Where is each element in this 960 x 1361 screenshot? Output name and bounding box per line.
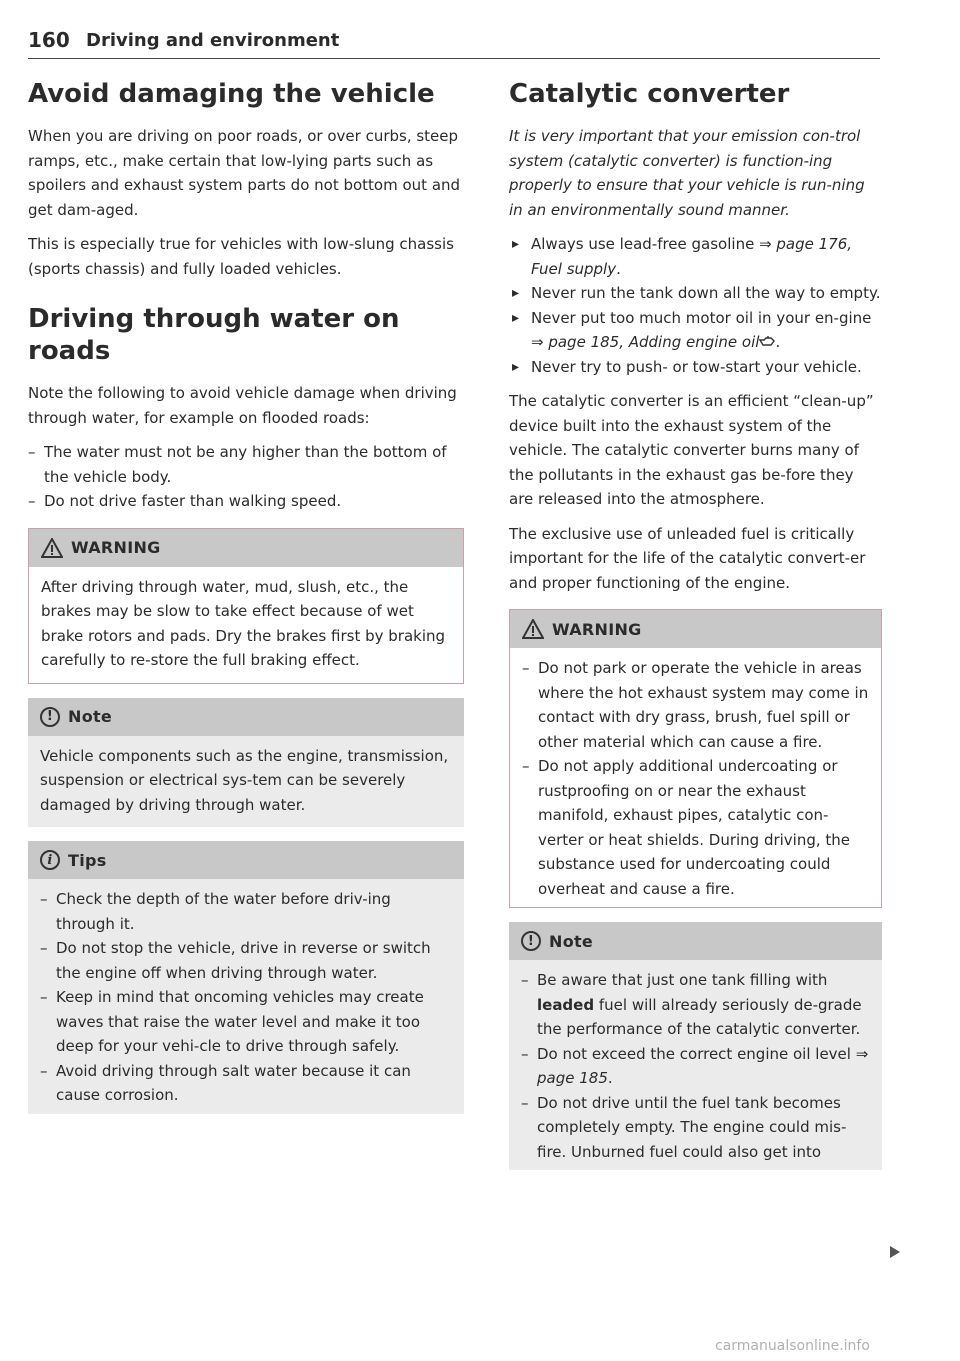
heading-catalytic-converter: Catalytic converter — [509, 79, 790, 109]
watermark: carmanualsonline.info — [715, 1338, 870, 1354]
list-item: ▸ Never run the tank down all the way to empty. — [509, 281, 882, 306]
note-header — [509, 922, 882, 960]
list-item: – Do not apply additional undercoating or rustproofing on or near the exhaust manifold, exhaust pipes, catalytic con-verter or heat shields. During driving, the substance used for undercoating could overheat and cause a fire. — [522, 754, 869, 901]
warning-box — [28, 528, 464, 684]
page-reference-link[interactable]: ⇒ page 176, Fuel supply — [531, 235, 853, 278]
exclamation-circle-icon: ! — [40, 707, 60, 727]
info-circle-icon: i — [40, 850, 60, 870]
paragraph: The exclusive use of unleaded fuel is critically important for the life of the catalytic convert-er and proper functioning of the engine. — [509, 524, 866, 592]
page-header — [28, 24, 880, 59]
tips-box — [28, 841, 464, 1114]
page-reference-link[interactable]: ⇒ page 185 — [537, 1044, 869, 1087]
warning-label: WARNING — [71, 538, 161, 557]
list-item: – Avoid driving through salt water because it can cause corrosion. — [40, 1059, 452, 1108]
note-text: Vehicle components such as the engine, transmission, suspension or electrical sys-tem can be severely damaged by driving through water. — [40, 746, 449, 814]
left-column — [28, 78, 464, 1128]
list-item: – The water must not be any higher than the bottom of the vehicle body. — [28, 440, 464, 489]
warning-label: WARNING — [552, 619, 642, 639]
paragraph: This is especially true for vehicles with low-slung chassis (sports chassis) and fully loaded vehicles. — [28, 235, 454, 278]
intro-paragraph: It is very important that your emission con-trol system (catalytic converter) is function-ing properly to ensure that your vehicle is run-ning in an environmentally sound manner. — [509, 127, 865, 219]
heading-driving-through-water: Driving through water on roads — [28, 304, 400, 366]
page-number: 160 — [28, 28, 70, 52]
note-list — [521, 968, 870, 1164]
catalytic-list — [509, 232, 882, 379]
warning-box — [509, 609, 882, 908]
note-box — [28, 698, 464, 828]
warning-header — [510, 610, 881, 648]
oil-can-icon — [759, 333, 775, 351]
list-item: – Do not stop the vehicle, drive in reverse or switch the engine off when driving through water. — [40, 936, 452, 985]
section-title: Driving and environment — [86, 30, 340, 51]
paragraph: The catalytic converter is an efficient “clean-up” device built into the exhaust system of the vehicle. The catalytic converter burns many of the pollutants in the exhaust gas be-fore they are released into the atmosphere. — [509, 392, 874, 508]
list-item: ▸ Never put too much motor oil in your en-gine ⇒ page 185, Adding engine oil . — [509, 306, 882, 355]
heading-avoid-damage: Avoid damaging the vehicle — [28, 79, 435, 109]
exclamation-circle-icon: ! — [521, 931, 541, 951]
list-item: – Keep in mind that oncoming vehicles may create waves that raise the water level and make it too deep for your vehi-cle to drive through safely. — [40, 985, 452, 1059]
note-label: Note — [68, 707, 113, 726]
page-reference-link[interactable]: ⇒ page 185, Adding engine oil — [531, 333, 760, 351]
warning-text: After driving through water, mud, slush, etc., the brakes may be slow to take effect because of wet brake rotors and pads. Dry the brakes first by braking carefully to re-store the full braking effect. — [41, 577, 446, 669]
list-item: – Check the depth of the water before driv-ing through it. — [40, 887, 452, 936]
tips-header — [28, 841, 464, 879]
list-item: ▸ Never try to push- or tow-start your vehicle. — [509, 355, 882, 380]
list-item: – Be aware that just one tank filling with leaded fuel will already seriously de-grade the performance of the catalytic converter. — [521, 968, 870, 1042]
list-item: – Do not exceed the correct engine oil level ⇒ page 185. — [521, 1042, 870, 1091]
note-box — [509, 922, 882, 1170]
tips-list — [40, 887, 452, 1108]
list-item: – Do not drive until the fuel tank becomes completely empty. The engine could mis-fire. Unburned fuel could also get into — [521, 1091, 870, 1165]
continued-arrow-icon — [890, 1246, 900, 1258]
list-item: ▸ Always use lead-free gasoline ⇒ page 176, Fuel supply. — [509, 232, 882, 281]
list-item: – Do not park or operate the vehicle in areas where the hot exhaust system may come in contact with dry grass, brush, fuel spill or other material which can cause a fire. — [522, 656, 869, 754]
paragraph: Note the following to avoid vehicle damage when driving through water, for example on flooded roads: — [28, 384, 457, 427]
paragraph: When you are driving on poor roads, or over curbs, steep ramps, etc., make certain that low-lying parts such as spoilers and exhaust system parts do not bottom out and get dam-aged. — [28, 127, 461, 219]
right-column — [509, 78, 882, 1184]
warning-triangle-icon — [41, 538, 63, 558]
warning-header — [29, 529, 463, 567]
water-list — [28, 440, 464, 514]
tips-label: Tips — [68, 850, 107, 870]
list-item: – Do not drive faster than walking speed. — [28, 489, 464, 514]
note-header — [28, 698, 464, 736]
warning-list — [522, 656, 869, 901]
warning-triangle-icon — [522, 619, 544, 639]
note-label: Note — [549, 931, 594, 951]
